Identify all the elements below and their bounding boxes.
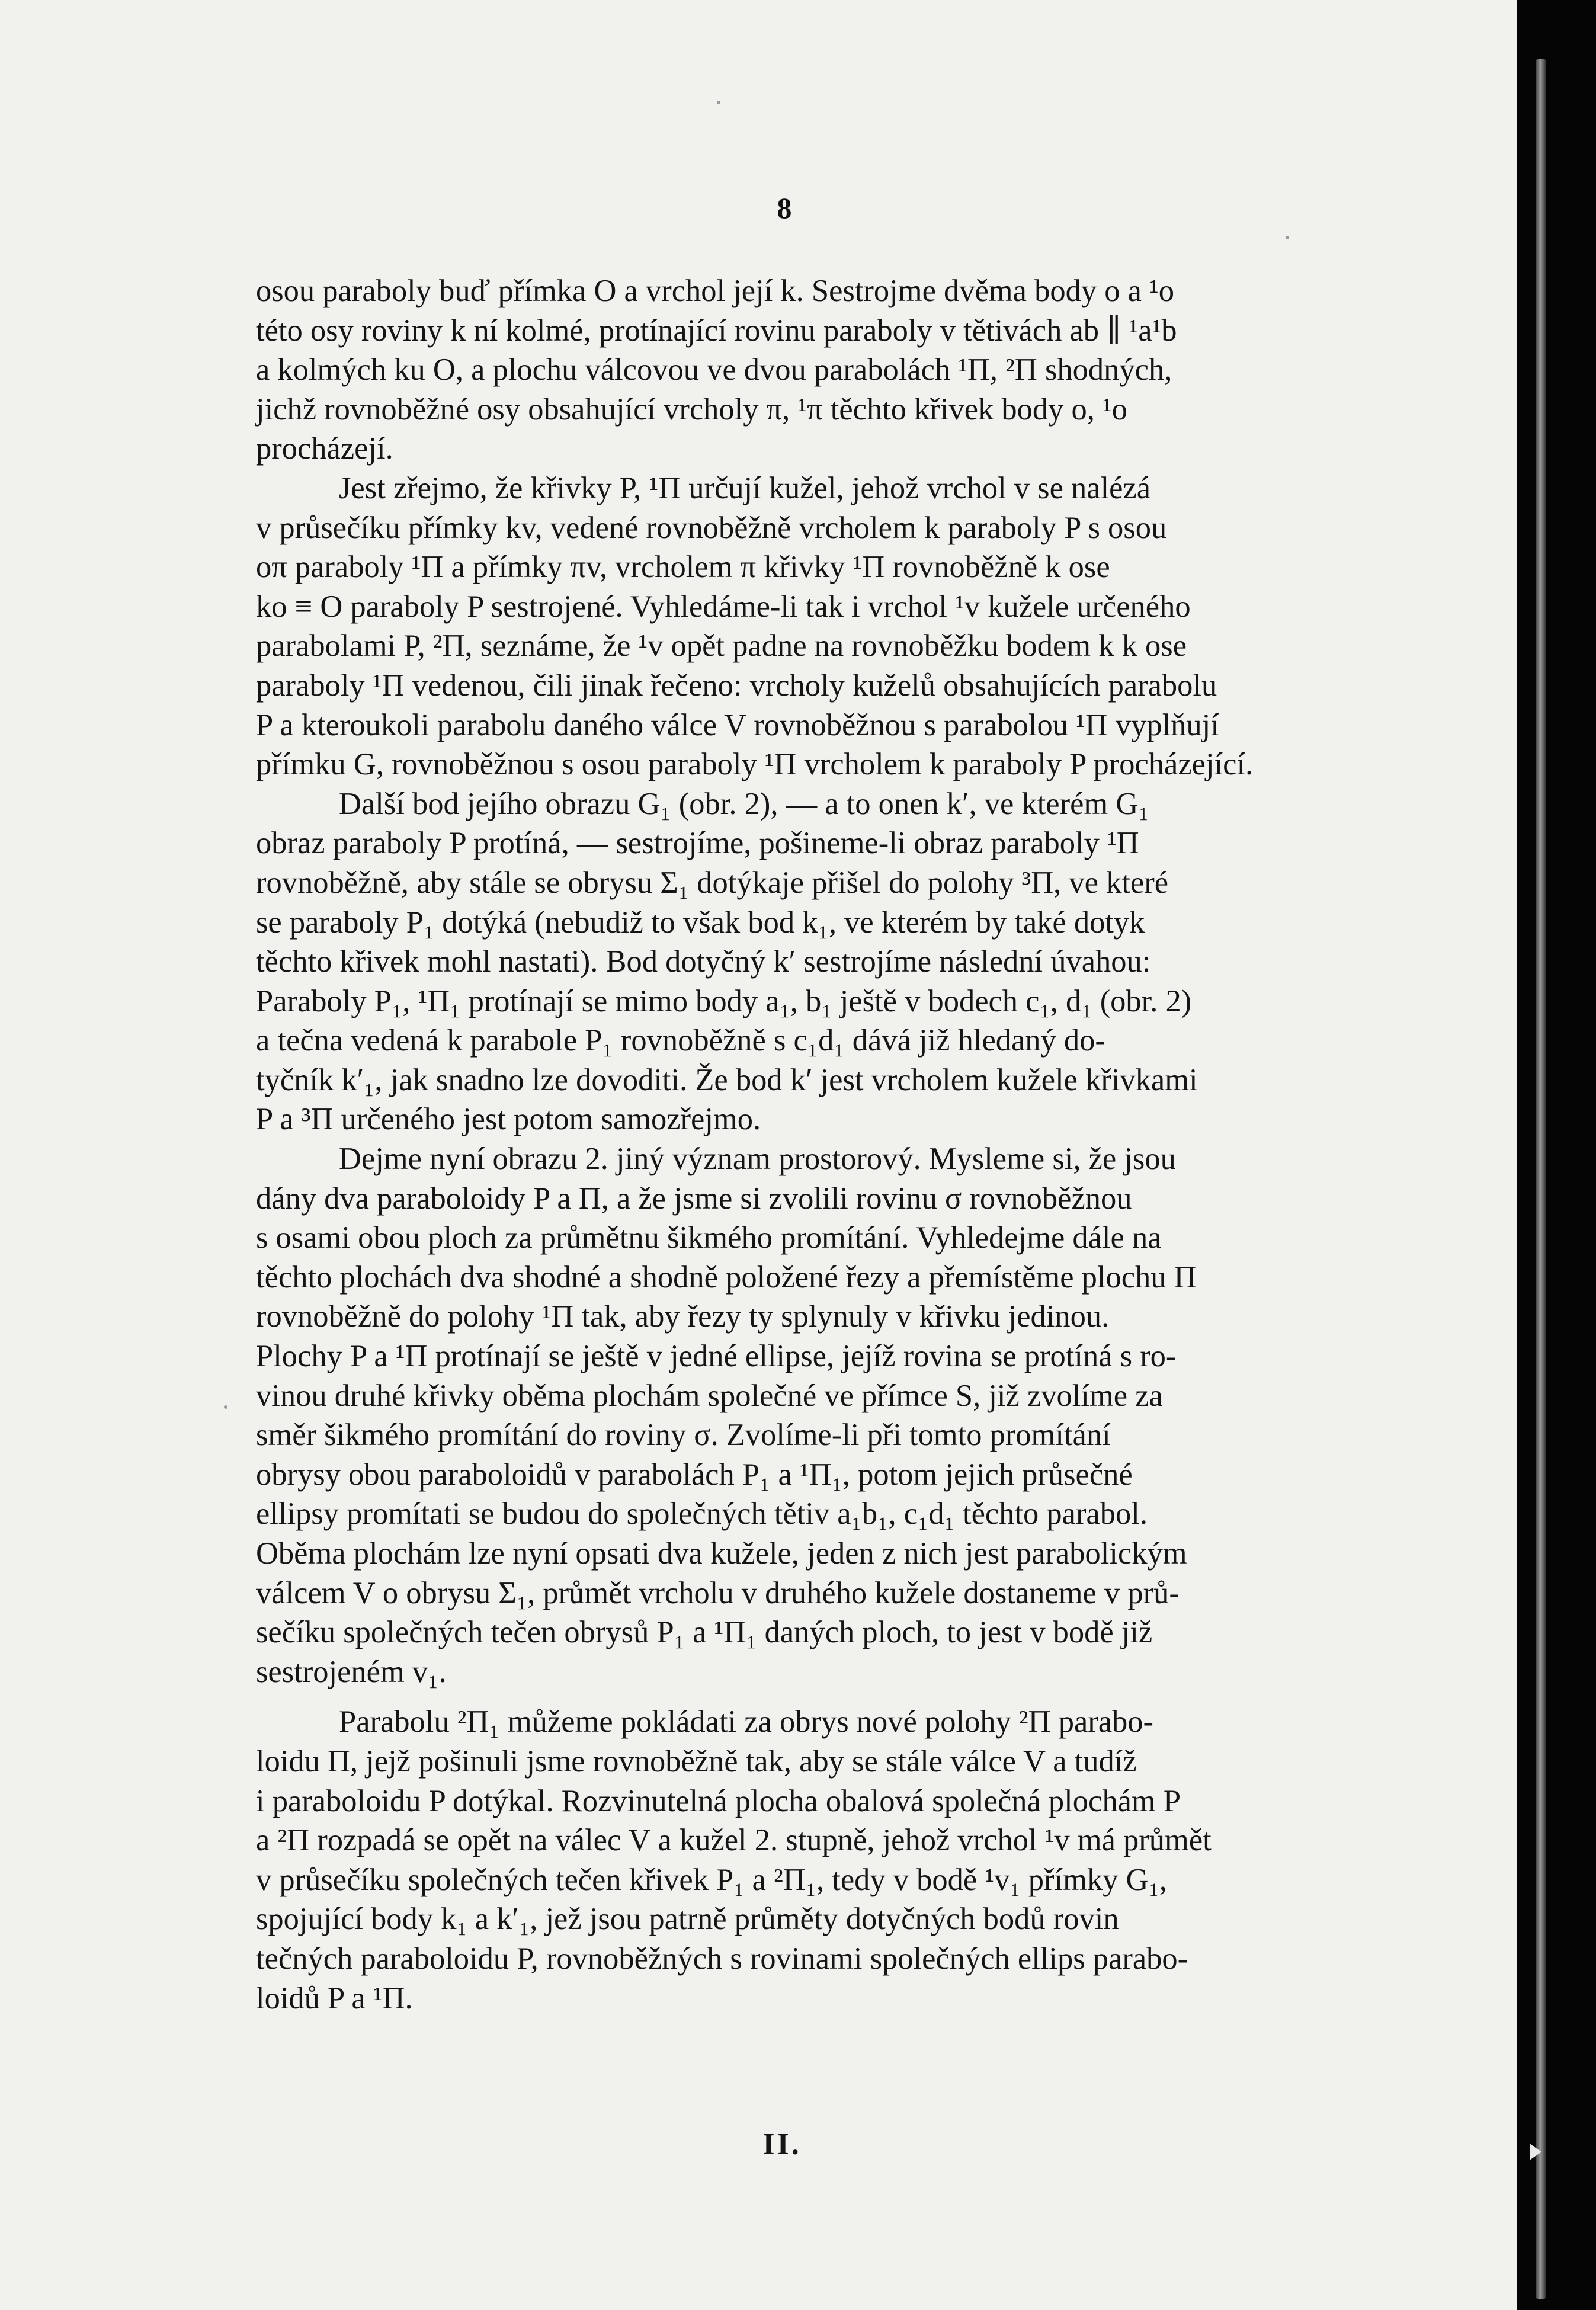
text-line: loidu Π, jejž pošinuli jsme rovnoběžně tak, aby se stále válce V a tudíž: [256, 1744, 1137, 1779]
paper-speck: [224, 1405, 227, 1409]
text-line: a tečna vedená k parabole P₁ rovnoběžně s c₁d₁ dává již hledaný do-: [256, 1023, 1105, 1058]
text-line: se paraboly P₁ dotýká (nebudiž to však bod k₁, ve kterém by také dotyk: [256, 905, 1145, 940]
text-line: jichž rovnoběžné osy obsahující vrcholy π, ¹π těchto křivek body o, ¹o: [256, 392, 1128, 427]
text-line: Další bod jejího obrazu G₁ (obr. 2), — a to onen k′, ve kterém G₁: [339, 786, 1149, 821]
text-line: v průsečíku společných tečen křivek P₁ a ²Π₁, tedy v bodě ¹v₁ přímky G₁,: [256, 1862, 1167, 1897]
text-line: Oběma plochám lze nyní opsati dva kužele, jeden z nich jest parabolickým: [256, 1536, 1187, 1571]
signature-mark: II.: [762, 2128, 802, 2161]
text-line: tečných paraboloidu P, rovnoběžných s rovinami společných ellips parabo-: [256, 1941, 1188, 1976]
text-line: sestrojeném v₁.: [256, 1654, 447, 1689]
text-line: spojující body k₁ a k′₁, jež jsou patrně průměty dotyčných bodů rovin: [256, 1902, 1119, 1937]
text-line: těchto křivek mohl nastati). Bod dotyčný k′ sestrojíme následní úvahou:: [256, 944, 1151, 979]
text-line: obrysy obou paraboloidů v parabolách P₁ a ¹Π₁, potom jejich průsečné: [256, 1457, 1133, 1492]
page-number: 8: [777, 191, 792, 225]
text-line: Plochy P a ¹Π protínají se ještě v jedné ellipse, jejíž rovina se protíná s ro-: [256, 1339, 1177, 1374]
text-line: Paraboly P₁, ¹Π₁ protínají se mimo body a₁, b₁ ještě v bodech c₁, d₁ (obr. 2): [256, 983, 1192, 1018]
paper-speck: [1286, 236, 1289, 239]
text-line: s osami obou ploch za průmětnu šikmého promítání. Vyhledejme dále na: [256, 1220, 1162, 1255]
book-edge: [1536, 59, 1546, 2299]
text-line: válcem V o obrysu Σ₁, průmět vrcholu v druhého kužele dostaneme v prů-: [256, 1575, 1180, 1610]
text-line: P a ³Π určeného jest potom samozřejmo.: [256, 1102, 761, 1137]
text-line: procházejí.: [256, 431, 393, 466]
text-line: vinou druhé křivky oběma plochám společné ve přímce S, již zvolíme za: [256, 1378, 1163, 1413]
text-line: dány dva paraboloidy P a Π, a že jsme si zvolili rovinu σ rovnoběžnou: [256, 1181, 1132, 1216]
paper-speck: [717, 101, 720, 104]
scan-border: [1517, 0, 1596, 2310]
text-line: rovnoběžně do polohy ¹Π tak, aby řezy ty splynuly v křivku jedinou.: [256, 1299, 1110, 1334]
text-line: oπ paraboly ¹Π a přímky πv, vrcholem π křivky ¹Π rovnoběžně k ose: [256, 550, 1110, 585]
edge-triangle-icon: [1530, 2144, 1541, 2160]
text-line: tyčník k′₁, jak snadno lze dovoditi. Že bod k′ jest vrcholem kužele křivkami: [256, 1062, 1198, 1097]
text-line: loidů P a ¹Π.: [256, 1981, 413, 2016]
text-line: paraboly ¹Π vedenou, čili jinak řečeno: vrcholy kuželů obsahujících parabolu: [256, 668, 1217, 703]
text-line: sečíku společných tečen obrysů P₁ a ¹Π₁ daných ploch, to jest v bodě již: [256, 1615, 1153, 1650]
text-line: rovnoběžně, aby stále se obrysu Σ₁ dotýkaje přišel do polohy ³Π, ve které: [256, 865, 1169, 900]
text-line: v průsečíku přímky kv, vedené rovnoběžně vrcholem k paraboly P s osou: [256, 510, 1167, 545]
text-line: parabolami P, ²Π, seznáme, že ¹v opět padne na rovnoběžku bodem k k ose: [256, 629, 1187, 664]
text-line: obraz paraboly P protíná, — sestrojíme, pošineme-li obraz paraboly ¹Π: [256, 826, 1139, 861]
text-line: směr šikmého promítání do roviny σ. Zvolíme-li při tomto promítání: [256, 1418, 1111, 1453]
text-line: těchto plochách dva shodné a shodně položené řezy a přemístěme plochu Π: [256, 1260, 1197, 1295]
text-line: ellipsy promítati se budou do společných tětiv a₁b₁, c₁d₁ těchto parabol.: [256, 1497, 1148, 1532]
text-line: této osy roviny k ní kolmé, protínající rovinu paraboly v tětivách ab ∥ ¹a¹b: [256, 313, 1177, 348]
text-line: Parabolu ²Π₁ můžeme pokládati za obrys nové polohy ²Π parabo-: [339, 1705, 1154, 1739]
text-line: P a kteroukoli parabolu daného válce V rovnoběžnou s parabolou ¹Π vyplňují: [256, 707, 1219, 742]
text-line: a ²Π rozpadá se opět na válec V a kužel 2. stupně, jehož vrchol ¹v má průmět: [256, 1823, 1212, 1858]
text-line: ko ≡ O paraboly P sestrojené. Vyhledáme-li tak i vrchol ¹v kužele určeného: [256, 589, 1191, 624]
text-line: a kolmých ku O, a plochu válcovou ve dvou parabolách ¹Π, ²Π shodných,: [256, 353, 1172, 387]
body-text: [256, 271, 1386, 2018]
text-line: osou paraboly buď přímka O a vrchol její k. Sestrojme dvěma body o a ¹o: [256, 274, 1174, 308]
text-line: i paraboloidu P dotýkal. Rozvinutelná plocha obalová společná plochám P: [256, 1783, 1181, 1818]
text-line: Jest zřejmo, že křivky P, ¹Π určují kužel, jehož vrchol v se nalézá: [339, 470, 1151, 505]
text-line: Dejme nyní obrazu 2. jiný význam prostorový. Mysleme si, že jsou: [339, 1142, 1176, 1177]
text-line: přímku G, rovnoběžnou s osou paraboly ¹Π vrcholem k paraboly P procházející.: [256, 747, 1254, 782]
